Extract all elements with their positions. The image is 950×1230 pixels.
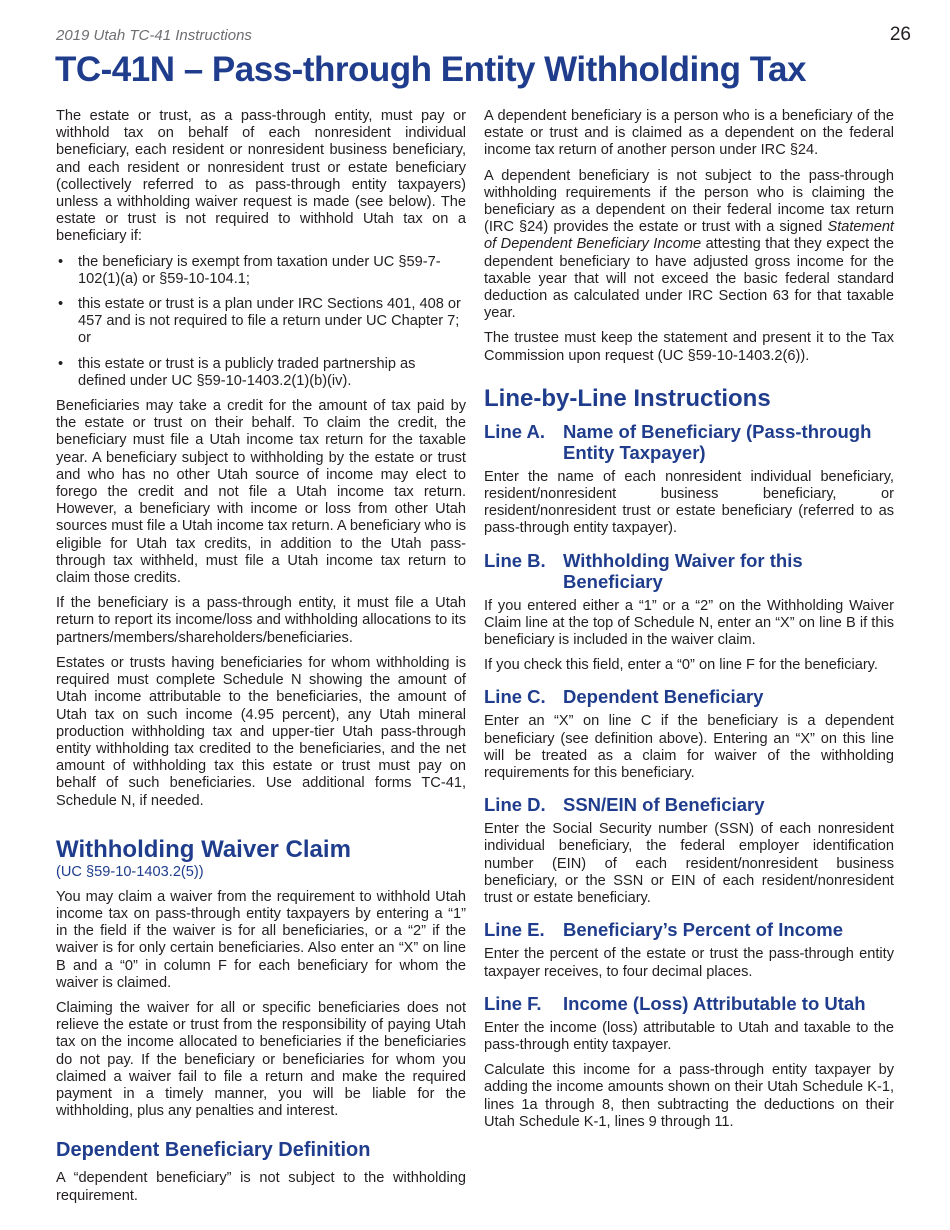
line-f-paragraph-2: Calculate this income for a pass-through entity taxpayer by adding the income amounts shown on their Utah Schedule K-1, lines 1a through 8, then subtracting the deductions on their Utah Schedule K-1, lines 9 through 11. bbox=[484, 1062, 894, 1130]
list-item: • this estate or trust is a plan under IRC Sections 401, 408 or 457 and is not required to file a return under UC Chapter 7; or bbox=[58, 296, 461, 347]
line-b-paragraph-2: If you check this field, enter a “0” on line F for the beneficiary. bbox=[484, 657, 878, 674]
line-d-heading: Line D. SSN/EIN of Beneficiary bbox=[484, 794, 765, 816]
bullet-icon: • bbox=[58, 253, 64, 270]
line-f-heading: Line F. Income (Loss) Attributable to Utah bbox=[484, 992, 866, 1014]
line-e-heading: Line E. Beneficiary’s Percent of Income bbox=[484, 919, 844, 941]
waiver-heading: Withholding Waiver Claim bbox=[56, 835, 351, 863]
list-item: • the beneficiary is exempt from taxation under UC §59-7-102(1)(a) or §59-10-104.1; bbox=[58, 253, 441, 287]
waiver-citation: (UC §59-10-1403.2(5)) bbox=[56, 863, 204, 880]
line-by-line-heading: Line-by-Line Instructions bbox=[484, 384, 771, 412]
line-b-heading: Line B. Withholding Waiver for this Beneficiary bbox=[484, 549, 803, 592]
passthrough-paragraph: If the beneficiary is a pass-through entity, it must file a Utah return to report its income/loss and withholding allocations to its partners/members/shareholders/beneficiaries. bbox=[56, 595, 466, 646]
line-a-paragraph: Enter the name of each nonresident individual beneficiary, resident/nonresident business beneficiary, or resident/nonresident trust or estate beneficiary (referred to as pass-through entity taxpayer). bbox=[484, 468, 894, 537]
dependent-definition-paragraph: A “dependent beneficiary” is not subject to the withholding requirement. bbox=[56, 1170, 466, 1204]
bullet-icon: • bbox=[58, 296, 64, 313]
exemption-list bbox=[56, 254, 466, 390]
schedule-paragraph: Estates or trusts having beneficiaries for whom withholding is required must complete Schedule N showing the amount of Utah income attributable to the beneficiaries, the amount of Utah tax on such income (4.95 percent), any Utah mineral production withholding tax and upper-tier Utah pass-through entity withholding tax credited to the beneficiaries, and the net amount of withholding tax this estate or trust must pay on behalf of such beneficiaries. Use additional forms TC-41, Schedule N, if needed. bbox=[56, 654, 466, 809]
page-title: TC-41N – Pass-through Entity Withholding Tax bbox=[55, 50, 806, 89]
line-d-paragraph: Enter the Social Security number (SSN) of each nonresident individual beneficiary, the federal employer identification number (EIN) of each resident/nonresident business beneficiary, or the SSN or EIN of each resident/nonresident trust or estate beneficiary. bbox=[484, 821, 894, 907]
waiver-paragraph-1: You may claim a waiver from the requirement to withhold Utah income tax on pass-through entity taxpayers by entering a “1” in the field if the waiver is for all beneficiaries, or a “2” if the waiver is for only certain beneficiaries. Also enter an “X” on line B and a “0” in column F for each beneficiary for whom the waiver is claimed. bbox=[56, 888, 466, 991]
waiver-paragraph-2: Claiming the waiver for all or specific beneficiaries does not relieve the estate or trust from the responsibility of paying Utah tax on the income allocated to beneficiaries if the beneficiaries do not pay. If the beneficiary or beneficiaries for whom you claimed a waiver fail to file a return and make the required payment in a timely manner, you will be liable for the withholding, plus any penalties and interest. bbox=[56, 999, 466, 1120]
intro-paragraph: The estate or trust, as a pass-through entity, must pay or withhold tax on behalf of each nonresident individual beneficiary, each resident or nonresident business beneficiary, and each resident or nonresident trust or estate beneficiary (collectively referred to as pass-through entity taxpayers) unless a withholding waiver request is made (see below). The estate or trust is not required to withhold Utah tax on a beneficiary if: bbox=[56, 108, 466, 245]
line-a-heading: Line A. Name of Beneficiary (Pass-through Entity Taxpayer) bbox=[484, 420, 872, 463]
line-c-heading: Line C. Dependent Beneficiary bbox=[484, 686, 764, 708]
bullet-icon: • bbox=[58, 355, 64, 372]
line-b-paragraph-1: If you entered either a “1” or a “2” on the Withholding Waiver Claim line at the top of Schedule N, enter an “X” on line B if this beneficiary is included in the waiver claim. bbox=[484, 597, 894, 649]
dependent-paragraph-1: A dependent beneficiary is a person who is a beneficiary of the estate or trust and is claimed as a dependent on the federal income tax return of another person under IRC §24. bbox=[484, 108, 894, 159]
dependent-definition-heading: Dependent Beneficiary Definition bbox=[56, 1139, 371, 1162]
left-column bbox=[56, 108, 466, 1213]
running-head: 2019 Utah TC-41 Instructions bbox=[56, 27, 252, 44]
statement-title: Statement of Dependent Beneficiary Income bbox=[484, 219, 894, 253]
page-number: 26 bbox=[889, 24, 911, 45]
dependent-paragraph-2: A dependent beneficiary is not subject to the pass-through withholding requirements if the person who is claiming the beneficiary as a dependent on their federal income tax return (IRC §24) provides the estate or trust with a signed Statement of Dependent Beneficiary Income attesting that they expect the dependent beneficiary to have adjusted gross income for the taxable year that will not exceed the basic federal standard deduction as calculated under IRC Section 63 for that taxable year. bbox=[484, 167, 894, 322]
credit-paragraph: Beneficiaries may take a credit for the amount of tax paid by the estate or trust on their behalf. To claim the credit, the beneficiary must file a Utah income tax return for the taxable year. A beneficiary subject to withholding by the estate or trust and who has no other Utah source of income may elect to forego the credit and not file a Utah income tax return. However, a beneficiary with income or loss from other Utah sources must file a Utah income tax return. A beneficiary who is eligible for Utah tax credits, in addition to the Utah pass-through tax withheld, must file a Utah income tax return to claim those credits. bbox=[56, 398, 466, 587]
right-column bbox=[484, 108, 894, 1139]
list-item: • this estate or trust is a publicly traded partnership as defined under UC §59-10-1403.2(1)(b)(iv). bbox=[58, 355, 416, 389]
line-c-paragraph: Enter an “X” on line C if the beneficiary is a dependent beneficiary (see definition above). Entering an “X” on this line will be treated as a claim for waiver of the withholding requirements for this beneficiary. bbox=[484, 713, 894, 782]
line-f-paragraph-1: Enter the income (loss) attributable to Utah and taxable to the pass-through entity taxpayer. bbox=[484, 1019, 894, 1053]
line-e-paragraph: Enter the percent of the estate or trust the pass-through entity taxpayer receives, to four decimal places. bbox=[484, 946, 894, 980]
dependent-paragraph-3: The trustee must keep the statement and present it to the Tax Commission upon request (UC §59-10-1403.2(6)). bbox=[484, 330, 894, 364]
